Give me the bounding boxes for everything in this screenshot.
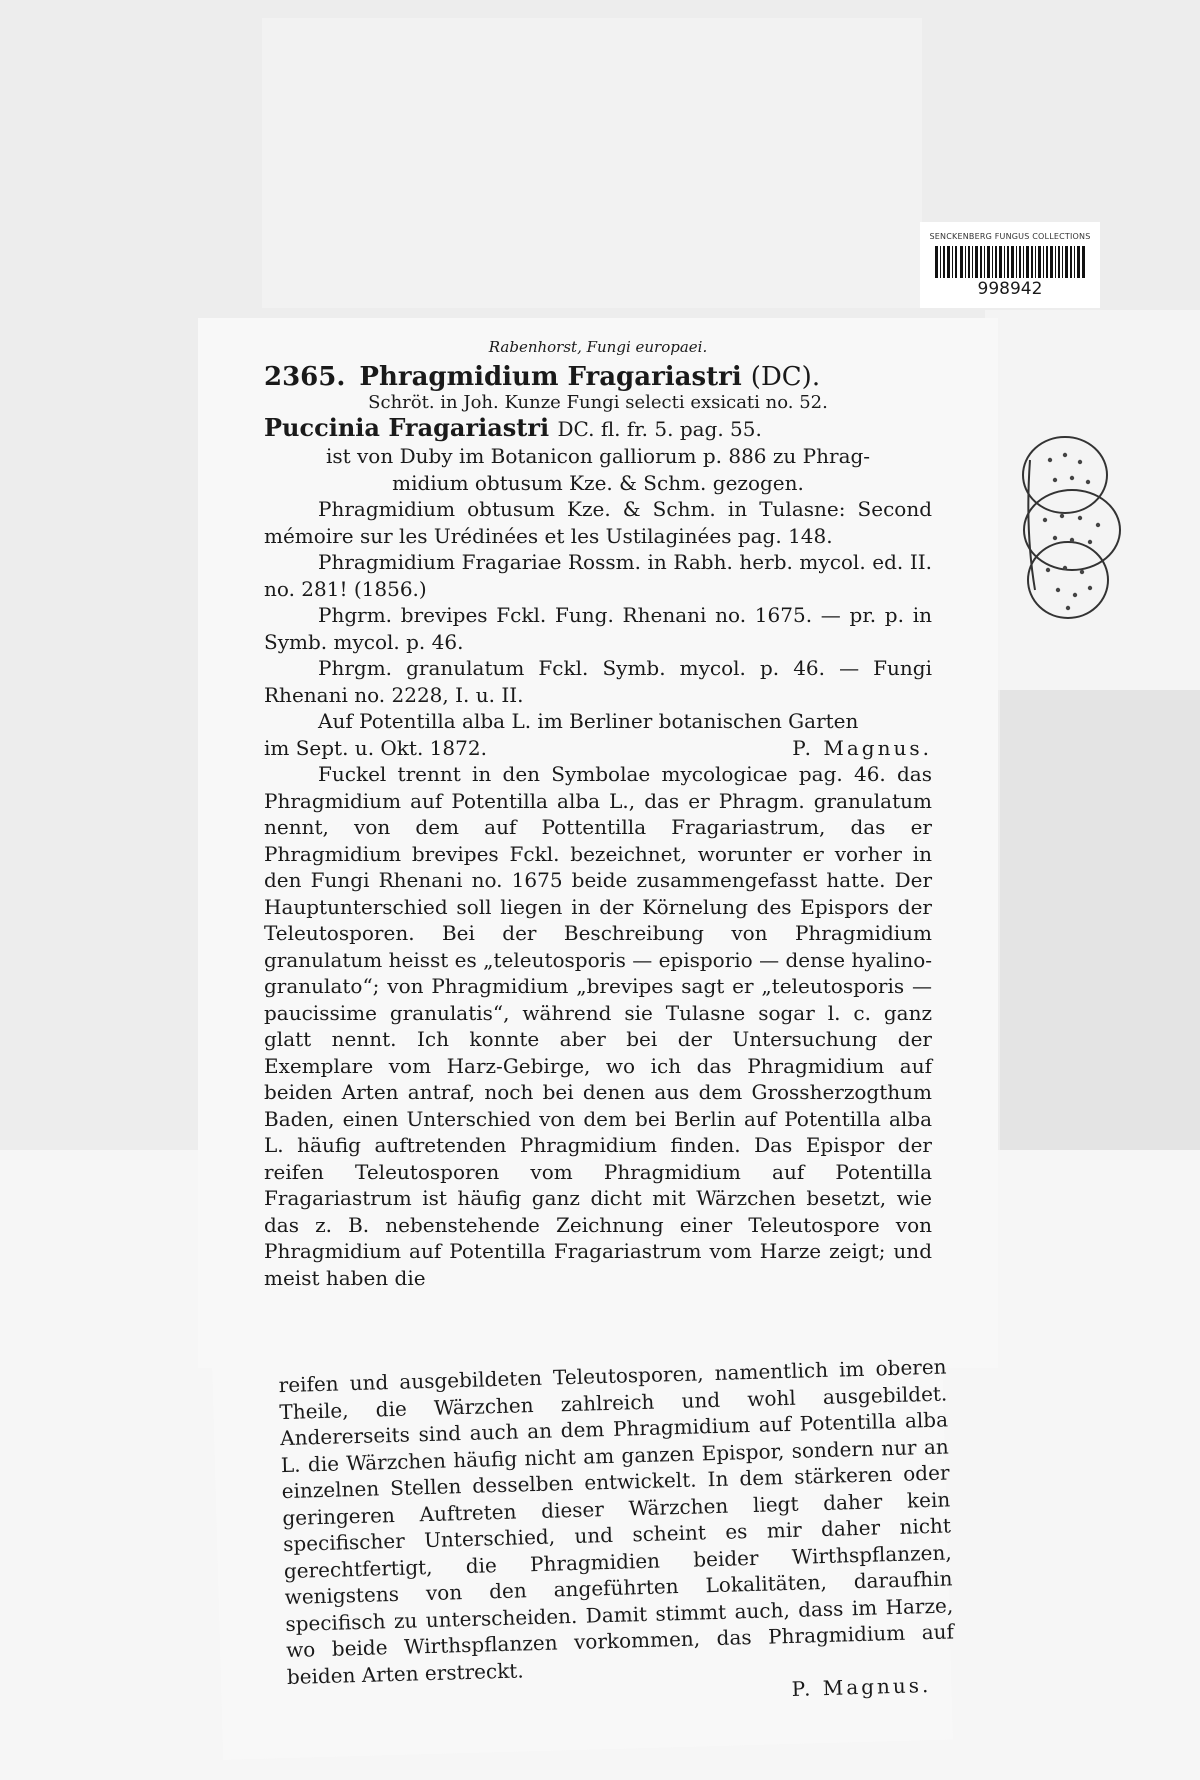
- collection-name: SENCKENBERG FUNGUS COLLECTIONS: [929, 232, 1091, 241]
- background-strip: [1000, 690, 1200, 1150]
- collector-name: P. Magnus.: [792, 735, 932, 760]
- collection-date: im Sept. u. Okt. 1872.: [264, 735, 487, 760]
- synonym-obtusum: Phragmidium obtusum Kze. & Schm. in Tulasne: Second mémoire sur les Urédinées et les Ustilaginées pag. 148.: [264, 497, 932, 548]
- synonym-line: [264, 414, 932, 443]
- label-text: [264, 338, 932, 1291]
- entry-number: 2365.: [264, 362, 346, 392]
- synonym-name: Puccinia Fragariastri: [264, 413, 550, 442]
- collector-name-end: P. Magnus.: [791, 1673, 932, 1701]
- duby-line-1: ist von Duby im Botanicon galliorum p. 886 zu Phrag-: [325, 444, 871, 468]
- printed-label-sheet-lower: [212, 1340, 953, 1760]
- synonym-granulatum: Phrgm. granulatum Fckl. Symb. mycol. p. 46. — Fungi Rhenani no. 2228, I. u. II.: [264, 656, 932, 707]
- synonym-fragariae: Phragmidium Fragariae Rossm. in Rabh. herb. mycol. ed. II. no. 281! (1856.): [264, 550, 932, 601]
- synonym-reference: DC. fl. fr. 5. pag. 55.: [557, 417, 762, 441]
- upper-blank-sheet: [262, 18, 922, 308]
- teleutospore-drawing: [1010, 430, 1130, 630]
- reference-line: Schröt. in Joh. Kunze Fungi selecti exsicati no. 52.: [368, 392, 828, 413]
- species-authority: (DC).: [750, 362, 821, 392]
- barcode-label: [920, 222, 1100, 308]
- entry-title: [264, 362, 932, 392]
- series-header: Rabenhorst, Fungi europaei.: [488, 338, 708, 356]
- synonym-brevipes: Phgrm. brevipes Fckl. Fung. Rhenani no. 1675. — pr. p. in Symb. mycol. p. 46.: [264, 603, 932, 654]
- locality-line: Auf Potentilla alba L. im Berliner botanischen Garten: [318, 709, 859, 733]
- date-collector-line: [264, 735, 932, 762]
- duby-line-2: midium obtusum Kze. & Schm. gezogen.: [392, 470, 804, 495]
- species-name: Phragmidium Fragariastri: [359, 362, 742, 392]
- specimen-number: 998942: [977, 279, 1043, 299]
- discussion-paragraph-continued: reifen und ausgebildeten Teleutosporen, namentlich im oberen Theile, die Wärzchen zahlreich und wohl ausgebildet. Andererseits sind auch an dem Phragmidium auf Potentilla alba L. die Wärzchen häufig nicht am ganzen Epispor, sondern nur an einzelnen Stellen desselben entwickelt. In dem stärkeren oder geringeren Auftreten dieser Wärzchen liegt daher kein specifischer Unterschied, und scheint es mir daher nicht gerechtfertigt, die Phragmidien beider Wirthspflanzen, wenigstens von den angeführten Lokalitäten, daraufhin specifisch zu unterscheiden. Damit stimmt auch, dass im Harze, wo beide Wirthspflanzen vorkommen, das Phragmidium auf beiden Arten erstreckt.: [278, 1354, 955, 1689]
- label-text-lower: [212, 1340, 956, 1718]
- barcode-icon: [935, 246, 1085, 278]
- discussion-paragraph: Fuckel trennt in den Symbolae mycologicae pag. 46. das Phragmidium auf Potentilla alba L., das er Phragm. granulatum nennt, von dem auf Pottentilla Fragariastrum, das er Phragmidium brevipes Fckl. bezeichnet, worunter er vorher in den Fungi Rhenani no. 1675 beide zusammengefasst hatte. Der Hauptunterschied soll liegen in der Körnelung des Epispors der Teleutosporen. Bei der Beschreibung von Phragmidium granulatum heisst es „teleutosporis — episporio — dense hyalino-granulato“; von Phragmidium „brevipes sagt er „teleutosporis — paucissime granulatis“, während sie Tulasne sogar l. c. ganz glatt nennt. Ich konnte aber bei der Untersuchung der Exemplare vom Harz-Gebirge, wo ich das Phragmidium auf beiden Arten antraf, noch bei denen aus dem Grossherzogthum Baden, einen Unterschied von dem bei Berlin auf Potentilla alba L. häufig auftretenden Phragmidium finden. Das Epispor der reifen Teleutosporen vom Phragmidium auf Potentilla Fragariastrum ist häufig ganz dicht mit Wärzchen besetzt, wie das z. B. nebenstehende Zeichnung einer Teleutospore von Phragmidium auf Potentilla Fragariastrum vom Harze zeigt; und meist haben die: [264, 762, 932, 1290]
